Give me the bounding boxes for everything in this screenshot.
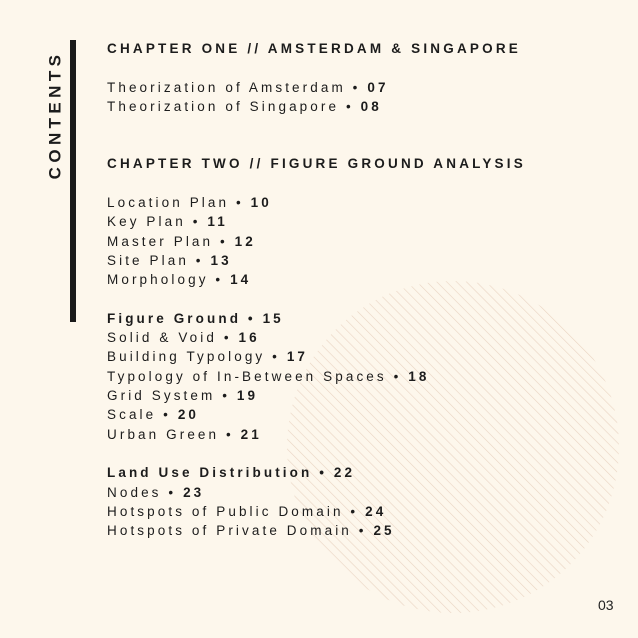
toc-entry-page: 19 bbox=[236, 388, 259, 403]
contents-title-text: CONTENTS bbox=[45, 50, 65, 180]
toc-entry[interactable]: Morphology • 14 bbox=[107, 272, 252, 287]
toc-entry-title: Hotspots of Private Domain bbox=[107, 523, 352, 538]
toc-section-entry[interactable]: Figure Ground • 15 bbox=[107, 311, 284, 326]
toc-entry-title: Land Use Distribution bbox=[107, 465, 313, 480]
toc-entry[interactable]: Hotspots of Private Domain • 25 bbox=[107, 523, 395, 538]
toc-entry-title: Morphology bbox=[107, 272, 209, 287]
toc-entry[interactable]: Theorization of Singapore • 08 bbox=[107, 99, 382, 114]
toc-entry[interactable]: Hotspots of Public Domain • 24 bbox=[107, 504, 387, 519]
toc-entry[interactable]: Typology of In-Between Spaces • 18 bbox=[107, 369, 430, 384]
toc-entry-page: 13 bbox=[210, 253, 232, 268]
toc-entry-page: 23 bbox=[183, 485, 205, 500]
toc-entry-page: 08 bbox=[360, 99, 382, 114]
toc-entry-title: Site Plan bbox=[107, 253, 189, 268]
toc-entry-page: 22 bbox=[333, 465, 356, 480]
toc-entry-page: 21 bbox=[240, 427, 262, 442]
toc-entry[interactable]: Site Plan • 13 bbox=[107, 253, 232, 268]
toc-entry[interactable]: Master Plan • 12 bbox=[107, 234, 256, 249]
toc-entry-title: Key Plan bbox=[107, 214, 186, 229]
toc-entry-title: Theorization of Amsterdam bbox=[107, 80, 346, 95]
page-number: 03 bbox=[598, 597, 614, 613]
toc-entry-title: Grid System bbox=[107, 388, 216, 403]
hatched-circle-decoration bbox=[287, 281, 619, 613]
toc-entry-page: 17 bbox=[286, 349, 309, 364]
contents-divider-bar bbox=[70, 40, 76, 322]
toc-entry-page: 15 bbox=[262, 311, 284, 326]
toc-entry-page: 20 bbox=[177, 407, 200, 422]
toc-entry[interactable]: Nodes • 23 bbox=[107, 485, 205, 500]
toc-entry-title: Typology of In-Between Spaces bbox=[107, 369, 387, 384]
toc-entry-title: Scale bbox=[107, 407, 157, 422]
toc-entry[interactable]: Theorization of Amsterdam • 07 bbox=[107, 80, 389, 95]
toc-entry-page: 11 bbox=[207, 214, 228, 229]
toc-entry-page: 24 bbox=[365, 504, 387, 519]
toc-entry-title: Urban Green bbox=[107, 427, 220, 442]
toc-entry-title: Building Typology bbox=[107, 349, 266, 364]
toc-entry-title: Solid & Void bbox=[107, 330, 217, 345]
toc-entry-title: Nodes bbox=[107, 485, 162, 500]
toc-entry[interactable]: Building Typology • 17 bbox=[107, 349, 309, 364]
toc-entry-page: 12 bbox=[234, 234, 256, 249]
toc-entry-title: Location Plan bbox=[107, 195, 230, 210]
toc-entry-page: 18 bbox=[408, 369, 430, 384]
toc-entry-page: 10 bbox=[250, 195, 272, 210]
toc-entry-title: Hotspots of Public Domain bbox=[107, 504, 344, 519]
toc-entry-page: 25 bbox=[373, 523, 395, 538]
chapter-two-heading: CHAPTER TWO // FIGURE GROUND ANALYSIS bbox=[107, 156, 526, 171]
toc-entry[interactable]: Grid System • 19 bbox=[107, 388, 259, 403]
toc-entry-title: Master Plan bbox=[107, 234, 214, 249]
toc-entry[interactable]: Solid & Void • 16 bbox=[107, 330, 260, 345]
chapter-one-heading: CHAPTER ONE // AMSTERDAM & SINGAPORE bbox=[107, 41, 521, 56]
contents-title bbox=[44, 40, 66, 190]
toc-entry-title: Theorization of Singapore bbox=[107, 99, 340, 114]
toc-entry[interactable]: Key Plan • 11 bbox=[107, 214, 228, 229]
toc-entry[interactable]: Location Plan • 10 bbox=[107, 195, 272, 210]
toc-section-entry[interactable]: Land Use Distribution • 22 bbox=[107, 465, 356, 480]
toc-entry-title: Figure Ground bbox=[107, 311, 242, 326]
toc-entry-page: 14 bbox=[230, 272, 252, 287]
toc-entry[interactable]: Urban Green • 21 bbox=[107, 427, 262, 442]
toc-entry[interactable]: Scale • 20 bbox=[107, 407, 200, 422]
toc-entry-page: 07 bbox=[367, 80, 389, 95]
toc-entry-page: 16 bbox=[238, 330, 260, 345]
